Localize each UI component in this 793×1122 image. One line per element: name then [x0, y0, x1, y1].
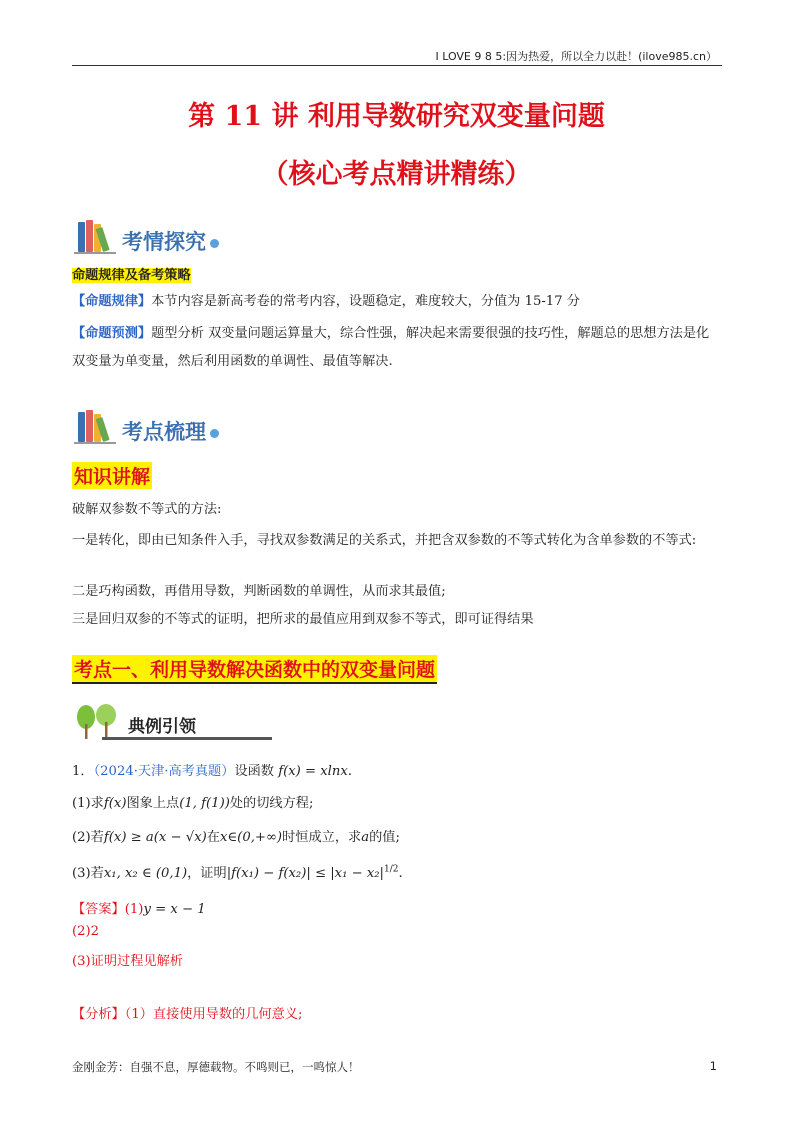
answer-line-1: 【答案】(1)y = x − 1 [72, 902, 206, 917]
answer-tag: 【答案】 [72, 902, 125, 917]
knowledge-label: 知识讲解 [72, 462, 152, 489]
header-divider [72, 65, 722, 66]
strategy-subheading: 命题规律及备考策略 [72, 268, 191, 283]
analysis-tag: 【分析】 [72, 1007, 125, 1022]
question-stem: 1．（2024·天津·高考真题）设函数 f(x) = xlnx. [72, 764, 353, 779]
lecture-title: 第 11 讲 利用导数研究双变量问题 [188, 101, 605, 132]
predict-tag: 【命题预测】 [72, 326, 152, 341]
method-line-3: 三是回归双参的不等式的证明，把所求的最值应用到双参不等式，即可证得结果 [72, 612, 534, 627]
question-source: （2024·天津·高考真题） [93, 764, 235, 779]
dot-icon [210, 429, 219, 438]
lecture-subtitle: （核心考点精讲精练） [261, 159, 532, 190]
example-title: 典例引领 [128, 717, 196, 737]
tree-icon [72, 704, 124, 740]
predict-paragraph [72, 320, 722, 376]
page-number: 1 [709, 1059, 717, 1073]
method-line-0: 破解双参数不等式的方法: [72, 502, 222, 517]
method-line-2: 二是巧构函数，再借用导数，判断函数的单调性，从而求其最值; [72, 584, 446, 599]
answer-line-2: (2)2 [72, 924, 100, 939]
method-line-1: 一是转化，即由已知条件入手，寻找双参数满足的关系式，并把含双参数的不等式转化为含单参数的不等式: [72, 533, 697, 548]
books-icon [74, 408, 118, 442]
heading-underline [102, 737, 272, 740]
analysis-line: 【分析】（1）直接使用导数的几何意义; [72, 1007, 303, 1022]
question-part-2: (2)若f(x) ≥ a(x − √x)在x∈(0,+∞)时恒成立，求a的值; [72, 830, 400, 845]
rule-tag: 【命题规律】 [72, 294, 152, 309]
section-title: 考情探究 [122, 230, 206, 254]
section-title: 考点梳理 [122, 420, 206, 444]
dot-icon [210, 239, 219, 248]
kaodian-label: 考点一、利用导数解决函数中的双变量问题 [72, 655, 437, 684]
answer-line-3: (3)证明过程见解析 [72, 954, 183, 969]
function-def: f(x) = xlnx [278, 764, 348, 779]
page-header: I LOVE 9 8 5:因为热爱，所以全力以赴！(ilove985.cn） [435, 50, 717, 63]
books-icon [74, 218, 118, 252]
example-heading [72, 704, 196, 744]
question-part-1: (1)求f(x)图象上点(1, f(1))处的切线方程; [72, 796, 314, 811]
predict-text: 题型分析 双变量问题运算量大，综合性强，解决起来需要很强的技巧性，解题总的思想方法是化双变量为单变量，然后利用函数的单调性、最值等解决. [72, 326, 710, 369]
footer-motto: 金刚金芳：自强不息，厚德载物。不鸣则已，一鸣惊人！ [72, 1060, 360, 1074]
rule-text: 本节内容是新高考卷的常考内容，设题稳定，难度较大，分值为 15-17 分 [151, 294, 580, 309]
rule-paragraph [72, 292, 722, 312]
question-part-3: (3)若x₁, x₂ ∈ (0,1)，证明$|f(x_1) - f(x_2)| \le |x_1 - x_2|^{1/2}$. [72, 864, 403, 881]
